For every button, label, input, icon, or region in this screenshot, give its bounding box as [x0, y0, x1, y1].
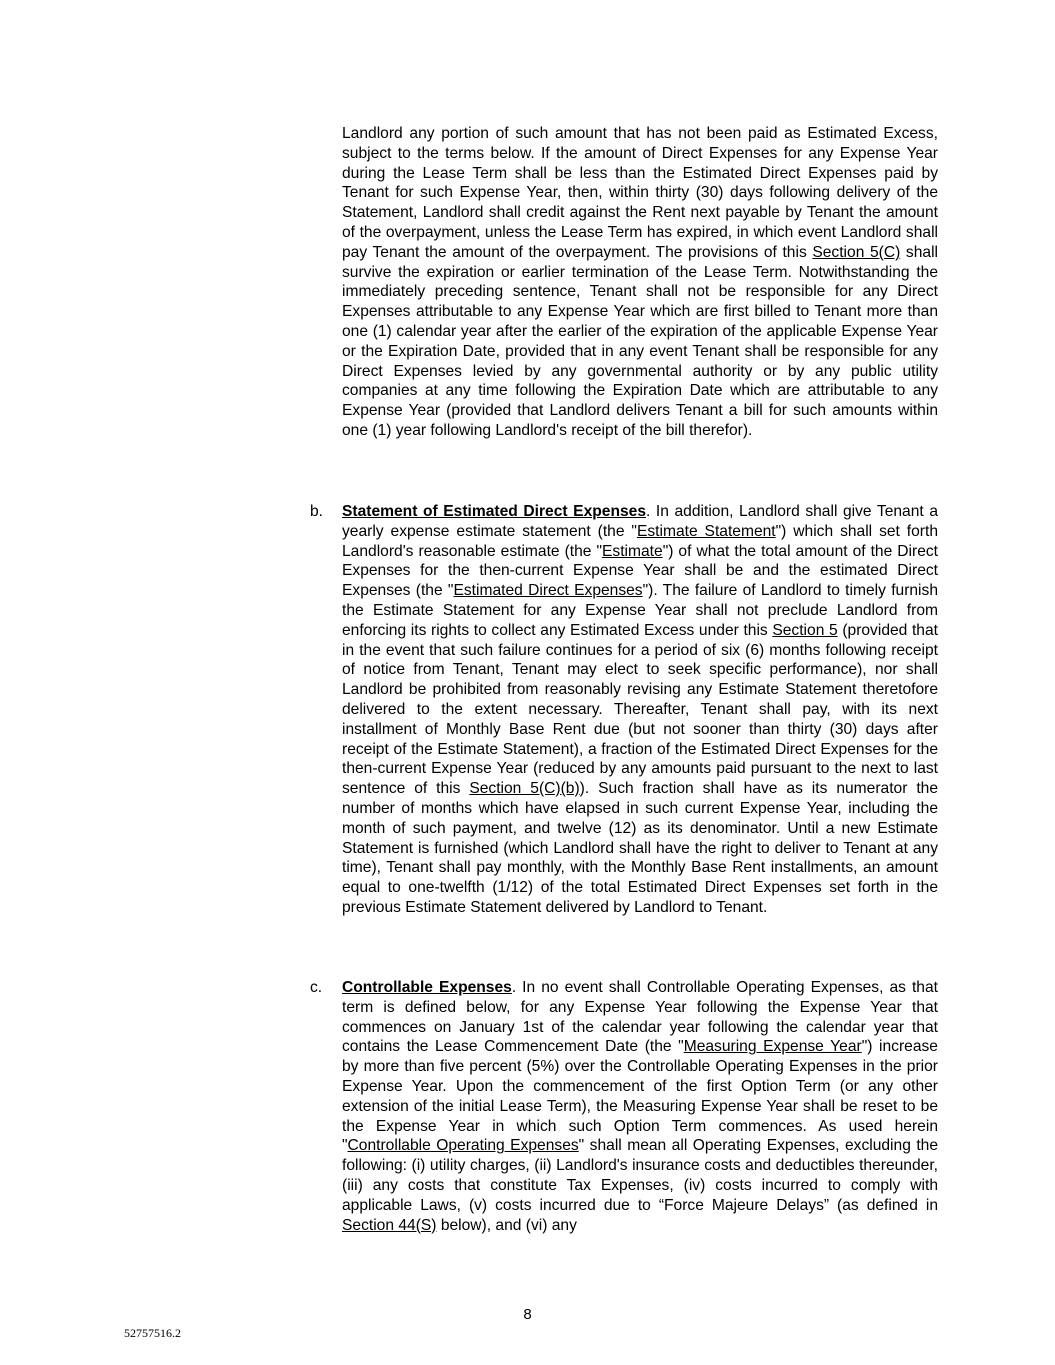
item-c-text-2: ") increase by more than five percent (5%) over the Controllable Operating Expenses in the prior Expense Year. Upon the commencement of the first Option Term (or any other extension of the initial Lease Term), the Measuring Expense Year shall be reset to be the Expense Year in which such Option Term commences. As used herein ": [342, 1038, 938, 1155]
item-b-text-5: (provided that in the event that such failure continues for a period of six (6) months following receipt of notice from Tenant, Tenant may elect to seek specific performance), nor shall Landlord be prohibited from reasonably revising any Estimate Statement theretofore delivered to the extent necessary. Thereafter, Tenant shall pay, with its next installment of Monthly Base Rent due (but not sooner than thirty (30) days after receipt of the Estimate Statement), a fraction of the Estimated Direct Expenses for the then-current Expense Year (reduced by any amounts paid pursuant to the next to last sentence of this: [342, 621, 938, 798]
section-reference-44s: Section 44(S): [342, 1216, 437, 1234]
continuation-text-1: Landlord any portion of such amount that has not been paid as Estimated Excess, subject to the terms below. If the amount of Direct Expenses for any Expense Year during the Lease Term shall be less than the Estimated Direct Expenses paid by Tenant for such Expense Year, then, within thirty (30) days following delivery of the Statement, Landlord shall credit against the Rent next payable by Tenant the amount of the overpayment, unless the Lease Term has expired, in which event Landlord shall pay Tenant the amount of the overpayment. The provisions of this: [342, 125, 938, 261]
section-reference-5: Section 5: [772, 621, 838, 639]
defined-term-estimate: Estimate: [602, 542, 663, 560]
item-b-text-3: ") of what the total amount of the Direct Expenses for the then-current Expense Year shall be and the estimated Direct Expenses (the ": [342, 542, 939, 600]
item-c-heading: Controllable Expenses: [342, 979, 512, 996]
section-reference-5cb: Section 5(C)(b): [469, 780, 580, 798]
defined-term-measuring-expense-year: Measuring Expense Year: [683, 1038, 862, 1056]
item-b-text-2: ") which shall set forth Landlord's reasonable estimate (the ": [342, 522, 938, 560]
item-b-heading: Statement of Estimated Direct Expenses: [342, 503, 646, 520]
page-number: 8: [523, 1306, 532, 1323]
item-c-text-4: below), and (vi) any: [436, 1216, 577, 1234]
defined-term-estimate-statement: Estimate Statement: [636, 522, 776, 540]
list-item-c: [310, 978, 939, 1235]
item-c-text-3: " shall mean all Operating Expenses, excluding the following: (i) utility charges, (ii) Landlord's insurance costs and deductibles thereunder, (iii) any costs that constitute Tax Expenses, (iv) costs incurred to comply with applicable Laws, (v) costs incurred due to “Force Majeure Delays” (as defined in: [342, 1137, 939, 1214]
defined-term-controllable-operating-expenses: Controllable Operating Expenses: [347, 1137, 579, 1155]
item-b-text-1: . In addition, Landlord shall give Tenant a yearly expense estimate statement (the ": [342, 503, 938, 540]
continuation-text-2: shall survive the expiration or earlier termination of the Lease Term. Notwithstanding the immediately preceding sentence, Tenant shall not be responsible for any Direct Expenses attributable to any Expense Year which are first billed to Tenant more than one (1) calendar year after the earlier of the expiration of the applicable Expense Year or the Expiration Date, provided that in any event Tenant shall be responsible for any Direct Expenses levied by any governmental authority or by any public utility companies at any time following the Expiration Date which are attributable to any Expense Year (provided that Landlord delivers Tenant a bill for such amounts within one (1) year following Landlord's receipt of the bill therefor).: [342, 243, 938, 439]
section-reference-link: Section 5(C): [812, 243, 901, 261]
list-marker-b: b.: [310, 503, 324, 520]
list-marker-c: c.: [310, 979, 323, 996]
item-b-text-4: "). The failure of Landlord to timely furnish the Estimate Statement for any Expense Year shall not preclude Landlord from enforcing its rights to collect any Estimated Excess under this: [342, 582, 938, 639]
continuation-paragraph: [342, 124, 938, 441]
document-id: 52757516.2: [124, 1326, 181, 1340]
item-b-text-6: ). Such fraction shall have as its numerator the number of months which have elapsed in such current Expense Year, including the month of such payment, and twelve (12) as its denominator. Until a new Estimate Statement is furnished (which Landlord shall have the right to deliver to Tenant at any time), Tenant shall pay monthly, with the Monthly Base Rent installments, an amount equal to one-twelfth (1/12) of the total Estimated Direct Expenses set forth in the previous Estimate Statement delivered by Landlord to Tenant.: [342, 780, 938, 916]
list-item-b: [310, 502, 939, 918]
item-c-text-1: . In no event shall Controllable Operating Expenses, as that term is defined below, for any Expense Year following the Expense Year that commences on January 1st of the calendar year following the calendar year that contains the Lease Commencement Date (the ": [342, 979, 938, 1056]
defined-term-estimated-direct-expenses: Estimated Direct Expenses: [453, 582, 643, 600]
